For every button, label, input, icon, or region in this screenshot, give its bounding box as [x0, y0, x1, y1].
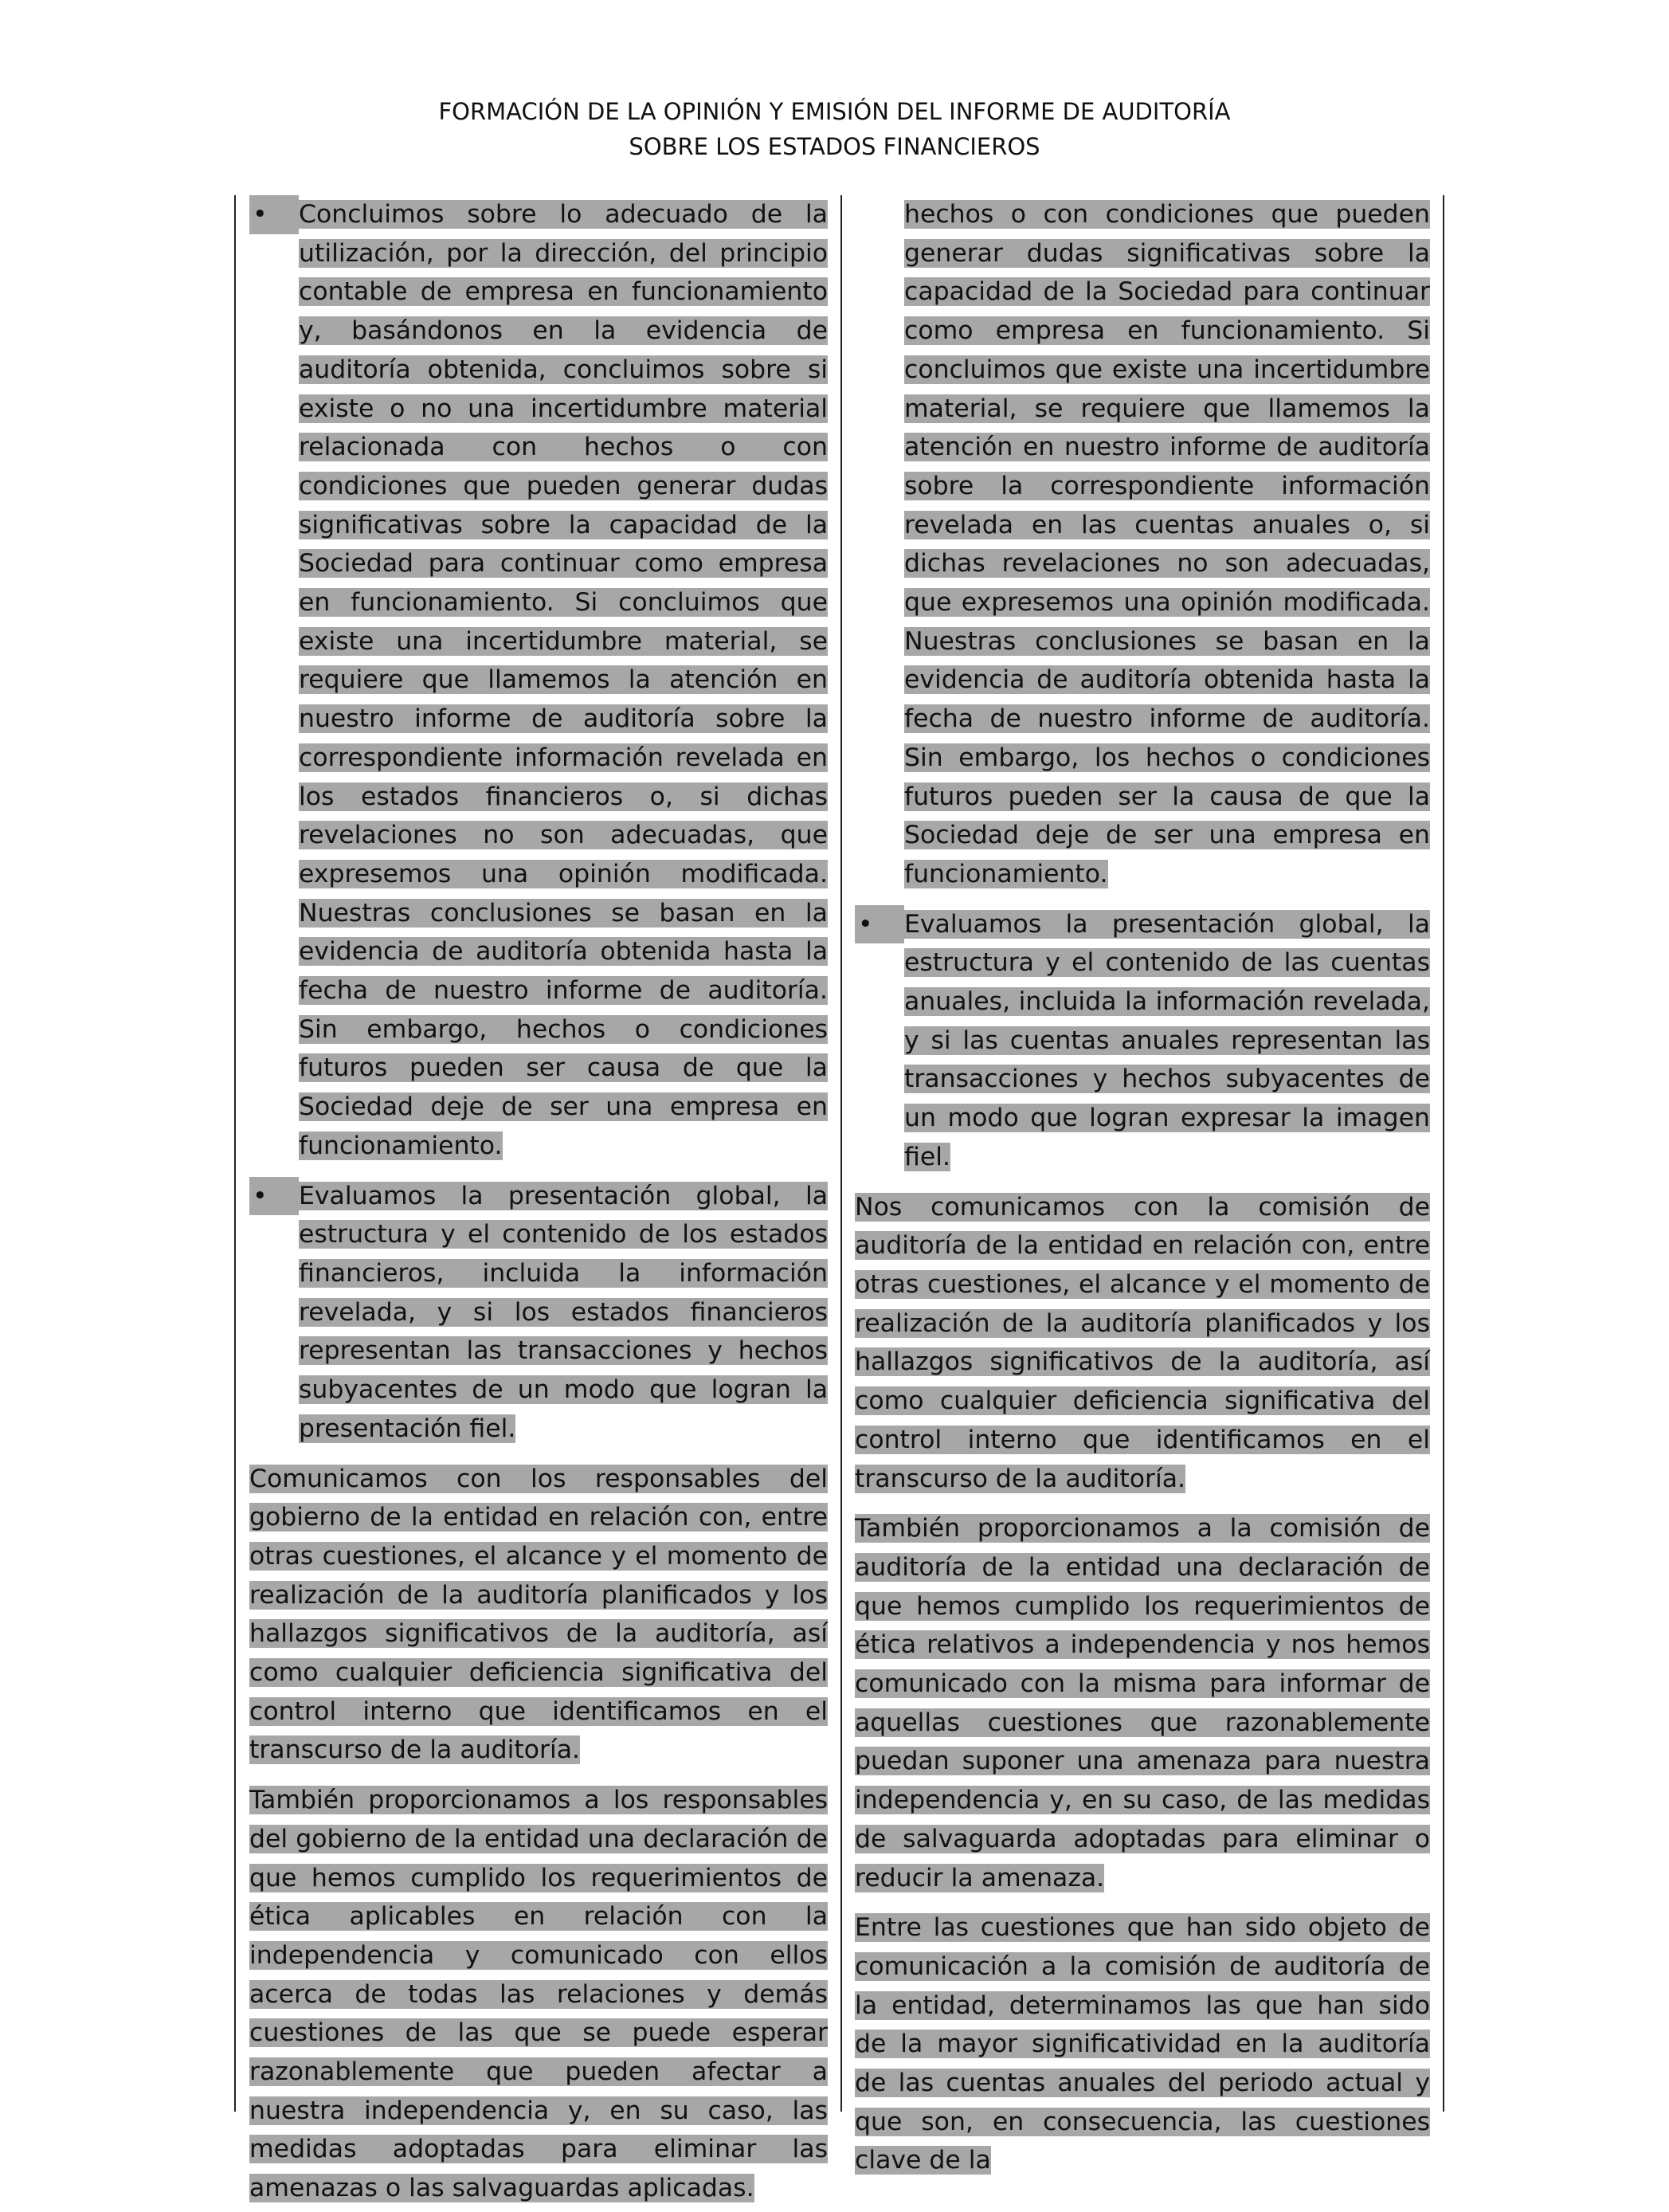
paragraph-text: También proporcionamos a la comisión de auditoría de la entidad una declaración de que hemos cumplido los requerimientos de ética relativos a independencia y nos hemos comunicado con la misma para informar de aquellas cuestiones que razonablemente puedan suponer una amenaza para nuestra independencia y, en su caso, de las medidas de salvaguarda adoptadas para eliminar o reducir la amenaza.	[855, 1514, 1430, 1892]
right-bullet-continuation	[855, 195, 1430, 894]
bullet-text: Concluimos sobre lo adecuado de la utilización, por la dirección, del principio contable de empresa en funcionamiento y, basándonos en la evidencia de auditoría obtenida, concluimos sobre si existe o no una incertidumbre material relacionada con hechos o con condiciones que pueden generar dudas significativas sobre la capacidad de la Sociedad para continuar como empresa en funcionamiento. Si concluimos que existe una incertidumbre material, se requiere que llamemos la atención en nuestro informe de auditoría sobre la correspondiente información revelada en los estados financieros o, si dichas revelaciones no son adecuadas, que expresemos una opinión modificada. Nuestras conclusiones se basan en la evidencia de auditoría obtenida hasta la fecha de nuestro informe de auditoría. Sin embargo, hechos o condiciones futuros pueden ser causa de que la Sociedad deje de ser una empresa en funcionamiento.	[299, 200, 828, 1160]
right-bullet-presentation	[855, 905, 1430, 1177]
left-paragraph-communication	[249, 1460, 828, 1771]
right-paragraph-communication	[855, 1188, 1430, 1499]
paragraph-text: Nos comunicamos con la comisión de auditoría de la entidad en relación con, entre otras cuestiones, el alcance y el momento de realización de la auditoría planificados y los hallazgos significativos de la auditoría, así como cualquier deficiencia significativa del control interno que identificamos en el transcurso de la auditoría.	[855, 1192, 1430, 1493]
right-column	[855, 195, 1430, 2175]
paragraph-text: También proporcionamos a los responsables del gobierno de la entidad una declaración de que hemos cumplido los requerimientos de ética aplicables en relación con la independencia y comunicado con ellos acerca de todas las relaciones y demás cuestiones de las que se puede esperar razonablemente que pueden afectar a nuestra independencia y, en su caso, las medidas adoptadas para eliminar las amenazas o las salvaguardas aplicadas.	[249, 1786, 828, 2203]
header-title-line-2: SOBRE LOS ESTADOS FINANCIEROS	[629, 133, 1040, 160]
paragraph-text: Comunicamos con los responsables del gobierno de la entidad en relación con, entre otras cuestiones, el alcance y el momento de realización de la auditoría planificados y los hallazgos significativos de la auditoría, así como cualquier deficiencia significativa del control interno que identificamos en el transcurso de la auditoría.	[249, 1464, 828, 1765]
bullet-marker: •	[855, 905, 904, 944]
paragraph-text: Entre las cuestiones que han sido objeto de comunicación a la comisión de auditoría de la entidad, determinamos las que han sido de la mayor significatividad en la auditoría de las cuentas anuales del periodo actual y que son, en consecuencia, las cuestiones clave de la	[855, 1913, 1430, 2175]
bullet-marker: •	[249, 195, 299, 234]
right-paragraph-key-matters	[855, 1908, 1430, 2180]
column-rule-middle	[840, 195, 842, 2112]
page-header	[0, 94, 1669, 164]
left-column	[249, 195, 828, 2203]
left-bullet-going-concern	[249, 195, 828, 1166]
paragraph-text: hechos o con condiciones que pueden generar dudas significativas sobre la capacidad de la Sociedad para continuar como empresa en funcionamiento. Si concluimos que existe una incertidumbre material, se requiere que llamemos la atención en nuestro informe de auditoría sobre la correspondiente información revelada en las cuentas anuales o, si dichas revelaciones no son adecuadas, que expresemos una opinión modificada. Nuestras conclusiones se basan en la evidencia de auditoría obtenida hasta la fecha de nuestro informe de auditoría. Sin embargo, los hechos o condiciones futuros pueden ser la causa de que la Sociedad deje de ser una empresa en funcionamiento.	[904, 200, 1430, 888]
header-title-line-1: FORMACIÓN DE LA OPINIÓN Y EMISIÓN DEL INFORME DE AUDITORÍA	[438, 98, 1231, 125]
right-paragraph-ethics	[855, 1509, 1430, 1897]
column-rule-left	[234, 195, 236, 2112]
bullet-text: Evaluamos la presentación global, la estructura y el contenido de las cuentas anuales, incluida la información revelada, y si las cuentas anuales representan las transacciones y hechos subyacentes de un modo que logran expresar la imagen fiel.	[904, 909, 1430, 1171]
column-rule-right	[1443, 195, 1444, 2112]
left-paragraph-ethics	[249, 1781, 828, 2208]
bullet-text: Evaluamos la presentación global, la estructura y el contenido de los estados financieros, incluida la información revelada, y si los estados financieros representan las transacciones y hechos subyacentes de un modo que logran la presentación fiel.	[299, 1181, 828, 1443]
left-bullet-presentation	[249, 1177, 828, 1449]
bullet-marker: •	[249, 1177, 299, 1216]
